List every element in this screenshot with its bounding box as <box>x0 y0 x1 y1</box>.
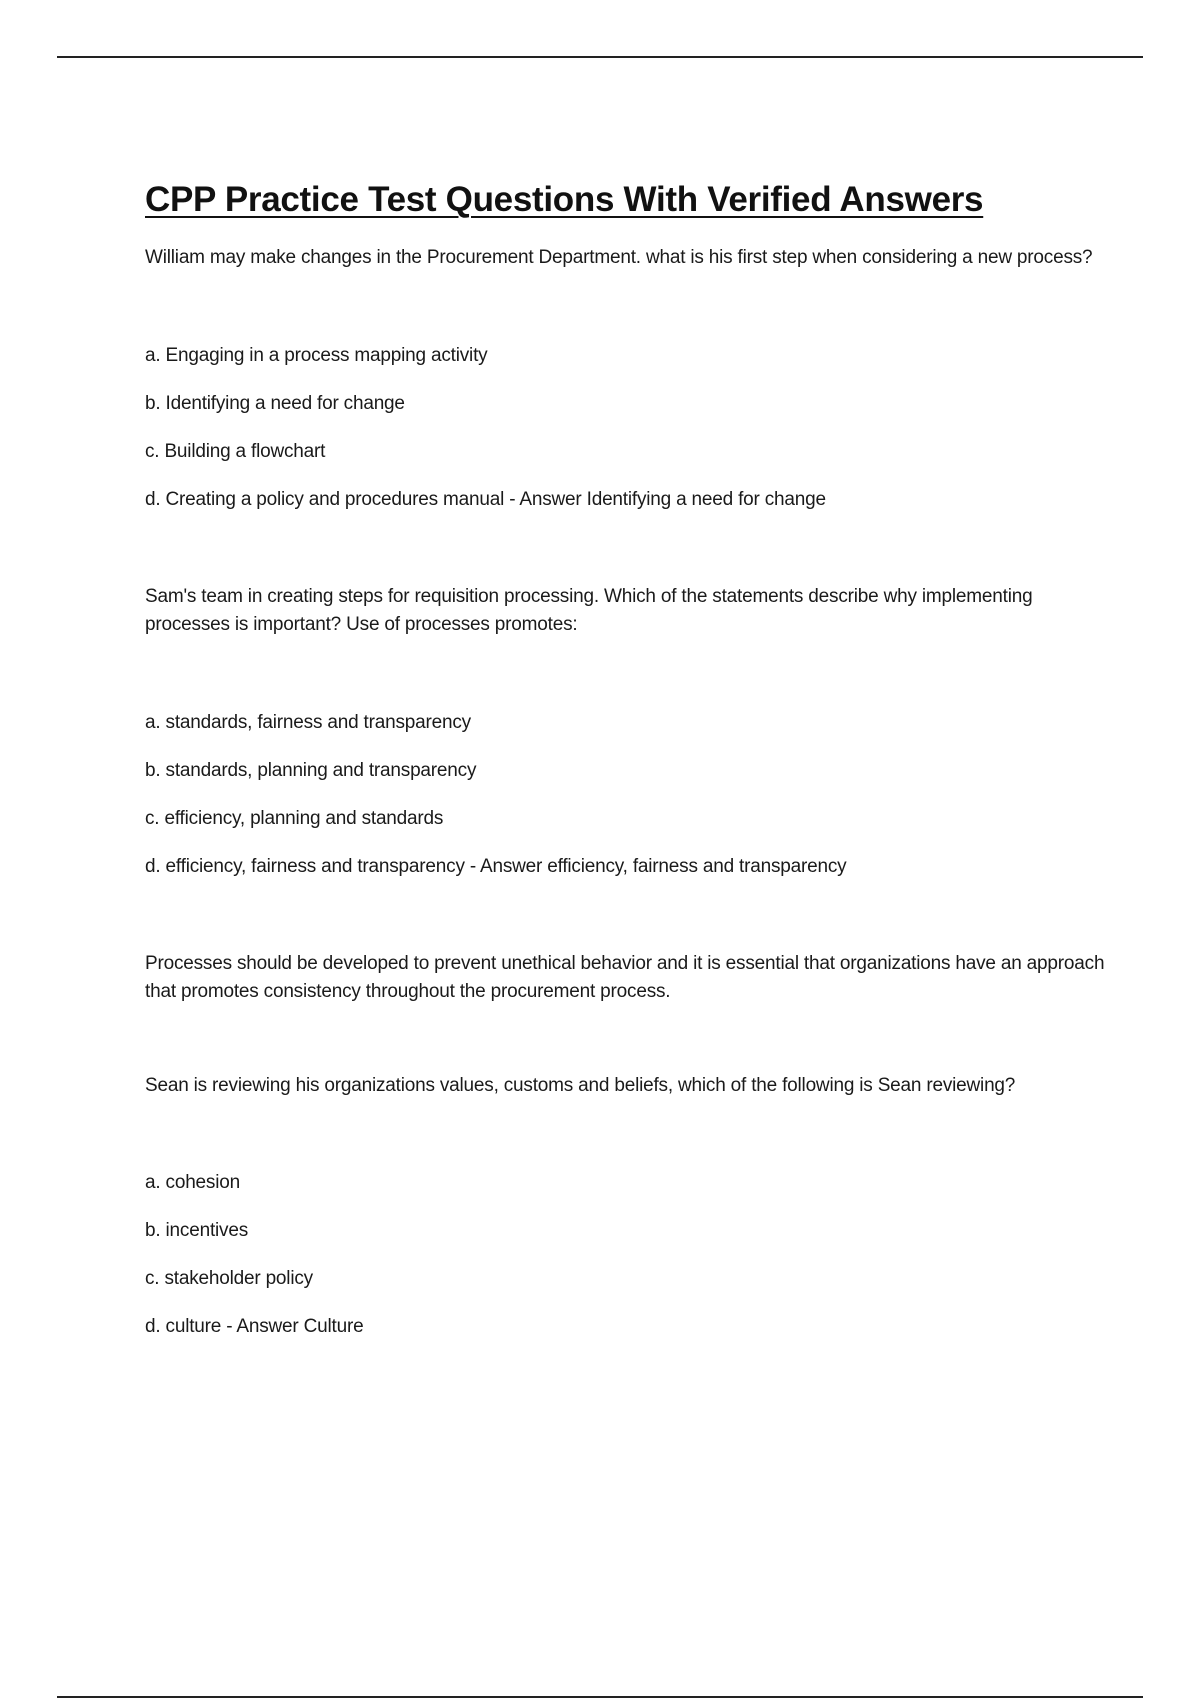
statement-text: Processes should be developed to prevent unethical behavior and it is essential that organizations have an approach that promotes consistency throughout the procurement process. <box>145 953 1105 1002</box>
document-title: CPP Practice Test Questions With Verified Answers <box>145 180 984 219</box>
question-1-text: William may make changes in the Procurement Department. what is his first step when considering a new process? <box>145 247 1093 268</box>
question-1-option-b: b. Identifying a need for change <box>145 393 405 414</box>
top-rule <box>57 56 1143 58</box>
question-3-option-d: d. culture - Answer Culture <box>145 1316 364 1337</box>
question-2-option-c: c. efficiency, planning and standards <box>145 808 444 829</box>
question-1-option-c: c. Building a flowchart <box>145 441 326 462</box>
question-2-option-b: b. standards, planning and transparency <box>145 760 477 781</box>
question-2-option-a: a. standards, fairness and transparency <box>145 712 471 733</box>
question-2-option-d: d. efficiency, fairness and transparency - Answer efficiency, fairness and transparency <box>145 856 847 877</box>
question-1-option-d: d. Creating a policy and procedures manual - Answer Identifying a need for change <box>145 489 826 510</box>
question-3-text: Sean is reviewing his organizations values, customs and beliefs, which of the following is Sean reviewing? <box>145 1075 1016 1096</box>
bottom-rule <box>57 1696 1143 1698</box>
question-2-text: Sam's team in creating steps for requisition processing. Which of the statements describe why implementing processes is important? Use of processes promotes: <box>145 586 1033 635</box>
question-3-option-b: b. incentives <box>145 1220 249 1241</box>
question-3-option-a: a. cohesion <box>145 1172 240 1193</box>
document-body <box>145 176 1105 1341</box>
question-3-option-c: c. stakeholder policy <box>145 1268 313 1289</box>
question-1-option-a: a. Engaging in a process mapping activity <box>145 345 488 366</box>
